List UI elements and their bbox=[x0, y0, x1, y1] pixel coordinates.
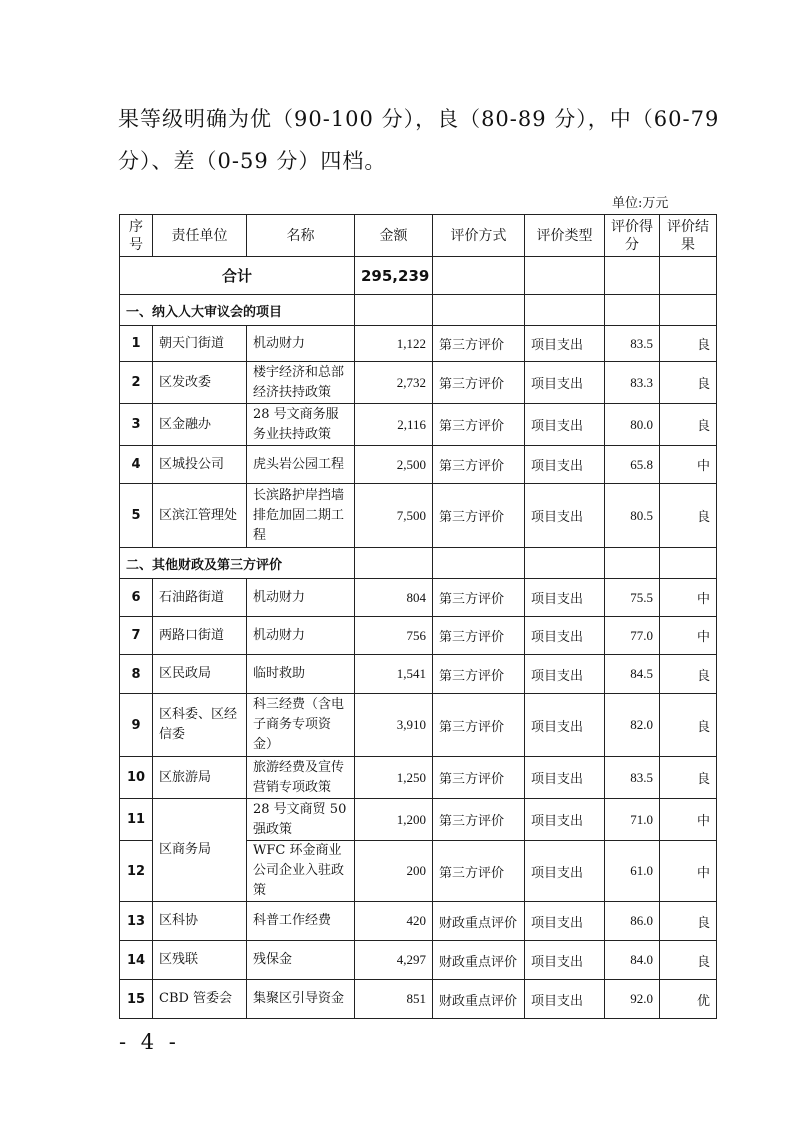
section-row-1 bbox=[120, 295, 717, 326]
row-seq: 11 bbox=[120, 799, 153, 841]
row-seq: 8 bbox=[120, 655, 153, 694]
row-amount: 2,116 bbox=[355, 404, 433, 446]
total-empty-cell bbox=[433, 257, 525, 295]
row-name: 科三经费（含电子商务专项资金） bbox=[247, 694, 355, 757]
row-seq: 14 bbox=[120, 941, 153, 980]
row-score: 75.5 bbox=[605, 579, 660, 617]
row-amount: 851 bbox=[355, 980, 433, 1019]
row-score: 80.0 bbox=[605, 404, 660, 446]
row-result: 良 bbox=[660, 655, 717, 694]
row-method: 财政重点评价 bbox=[433, 980, 525, 1019]
row-score: 71.0 bbox=[605, 799, 660, 841]
table-row bbox=[120, 757, 717, 799]
row-score: 77.0 bbox=[605, 617, 660, 655]
section-empty-cell bbox=[660, 548, 717, 579]
row-result: 中 bbox=[660, 841, 717, 902]
header-score: 评价得分 bbox=[605, 215, 660, 257]
row-result: 中 bbox=[660, 617, 717, 655]
row-result: 中 bbox=[660, 579, 717, 617]
header-type: 评价类型 bbox=[525, 215, 605, 257]
section-empty-cell bbox=[355, 548, 433, 579]
row-seq: 10 bbox=[120, 757, 153, 799]
row-result: 良 bbox=[660, 362, 717, 404]
row-method: 第三方评价 bbox=[433, 841, 525, 902]
header-unit: 责任单位 bbox=[153, 215, 247, 257]
row-unit: 区旅游局 bbox=[153, 757, 247, 799]
row-amount: 2,500 bbox=[355, 446, 433, 484]
section-empty-cell bbox=[433, 295, 525, 326]
evaluation-table bbox=[119, 214, 717, 1019]
table-row bbox=[120, 799, 717, 841]
row-score: 84.5 bbox=[605, 655, 660, 694]
row-seq: 5 bbox=[120, 484, 153, 548]
row-unit: 两路口街道 bbox=[153, 617, 247, 655]
table-row bbox=[120, 617, 717, 655]
row-unit: 朝天门街道 bbox=[153, 326, 247, 362]
total-empty-cell bbox=[525, 257, 605, 295]
table-row bbox=[120, 980, 717, 1019]
header-result: 评价结果 bbox=[660, 215, 717, 257]
row-type: 项目支出 bbox=[525, 757, 605, 799]
row-score: 65.8 bbox=[605, 446, 660, 484]
row-seq: 9 bbox=[120, 694, 153, 757]
row-seq: 7 bbox=[120, 617, 153, 655]
row-method: 财政重点评价 bbox=[433, 941, 525, 980]
row-result: 良 bbox=[660, 902, 717, 941]
row-result: 中 bbox=[660, 799, 717, 841]
row-seq: 2 bbox=[120, 362, 153, 404]
row-name: 机动财力 bbox=[247, 326, 355, 362]
row-unit: CBD 管委会 bbox=[153, 980, 247, 1019]
row-seq: 3 bbox=[120, 404, 153, 446]
row-amount: 756 bbox=[355, 617, 433, 655]
table-row bbox=[120, 484, 717, 548]
row-result: 中 bbox=[660, 446, 717, 484]
row-type: 项目支出 bbox=[525, 326, 605, 362]
row-seq: 1 bbox=[120, 326, 153, 362]
header-seq: 序号 bbox=[120, 215, 153, 257]
row-score: 83.5 bbox=[605, 757, 660, 799]
total-label: 合计 bbox=[120, 257, 355, 295]
table-row bbox=[120, 655, 717, 694]
row-name: 28 号文商贸 50 强政策 bbox=[247, 799, 355, 841]
row-method: 第三方评价 bbox=[433, 757, 525, 799]
unit-note: 单位:万元 bbox=[612, 196, 669, 211]
row-name: WFC 环金商业公司企业入驻政策 bbox=[247, 841, 355, 902]
row-amount: 200 bbox=[355, 841, 433, 902]
row-name: 楼宇经济和总部经济扶持政策 bbox=[247, 362, 355, 404]
row-name: 28 号文商务服务业扶持政策 bbox=[247, 404, 355, 446]
section-empty-cell bbox=[433, 548, 525, 579]
row-name: 机动财力 bbox=[247, 579, 355, 617]
row-unit: 区民政局 bbox=[153, 655, 247, 694]
row-amount: 420 bbox=[355, 902, 433, 941]
row-unit: 区滨江管理处 bbox=[153, 484, 247, 548]
row-amount: 1,541 bbox=[355, 655, 433, 694]
row-result: 良 bbox=[660, 326, 717, 362]
table-row bbox=[120, 902, 717, 941]
row-unit: 区残联 bbox=[153, 941, 247, 980]
row-method: 第三方评价 bbox=[433, 799, 525, 841]
row-method: 第三方评价 bbox=[433, 484, 525, 548]
row-unit: 区科委、区经信委 bbox=[153, 694, 247, 757]
row-seq: 4 bbox=[120, 446, 153, 484]
row-method: 第三方评价 bbox=[433, 617, 525, 655]
paragraph-line-2: 分）、差（0-59 分）四档。 bbox=[118, 149, 387, 173]
row-type: 项目支出 bbox=[525, 980, 605, 1019]
row-type: 项目支出 bbox=[525, 446, 605, 484]
row-name: 虎头岩公园工程 bbox=[247, 446, 355, 484]
row-seq: 13 bbox=[120, 902, 153, 941]
row-method: 第三方评价 bbox=[433, 446, 525, 484]
total-empty-cell bbox=[605, 257, 660, 295]
paragraph-line-1: 果等级明确为优（90-100 分），良（80-89 分），中（60-79 bbox=[118, 107, 720, 131]
row-score: 80.5 bbox=[605, 484, 660, 548]
row-method: 第三方评价 bbox=[433, 694, 525, 757]
row-score: 86.0 bbox=[605, 902, 660, 941]
row-result: 良 bbox=[660, 694, 717, 757]
intro-paragraph bbox=[118, 98, 720, 182]
header-row bbox=[120, 215, 717, 257]
row-type: 项目支出 bbox=[525, 484, 605, 548]
header-name: 名称 bbox=[247, 215, 355, 257]
row-score: 82.0 bbox=[605, 694, 660, 757]
section-empty-cell bbox=[355, 295, 433, 326]
row-method: 第三方评价 bbox=[433, 579, 525, 617]
row-amount: 2,732 bbox=[355, 362, 433, 404]
row-type: 项目支出 bbox=[525, 841, 605, 902]
row-score: 83.5 bbox=[605, 326, 660, 362]
table-row bbox=[120, 941, 717, 980]
row-score: 84.0 bbox=[605, 941, 660, 980]
row-unit: 区商务局 bbox=[153, 799, 247, 902]
table-row bbox=[120, 326, 717, 362]
row-seq: 6 bbox=[120, 579, 153, 617]
row-name: 旅游经费及宣传营销专项政策 bbox=[247, 757, 355, 799]
row-unit: 区城投公司 bbox=[153, 446, 247, 484]
row-method: 第三方评价 bbox=[433, 655, 525, 694]
row-type: 项目支出 bbox=[525, 694, 605, 757]
row-amount: 3,910 bbox=[355, 694, 433, 757]
row-amount: 1,122 bbox=[355, 326, 433, 362]
row-score: 61.0 bbox=[605, 841, 660, 902]
row-score: 92.0 bbox=[605, 980, 660, 1019]
section-heading-1: 一、纳入人大审议会的项目 bbox=[120, 295, 355, 326]
row-name: 机动财力 bbox=[247, 617, 355, 655]
row-type: 项目支出 bbox=[525, 941, 605, 980]
row-score: 83.3 bbox=[605, 362, 660, 404]
row-result: 良 bbox=[660, 404, 717, 446]
total-amount: 295,239 bbox=[355, 257, 433, 295]
row-type: 项目支出 bbox=[525, 579, 605, 617]
section-empty-cell bbox=[605, 295, 660, 326]
section-row-2 bbox=[120, 548, 717, 579]
table-row bbox=[120, 579, 717, 617]
row-method: 第三方评价 bbox=[433, 404, 525, 446]
section-empty-cell bbox=[660, 295, 717, 326]
row-amount: 4,297 bbox=[355, 941, 433, 980]
section-heading-2: 二、其他财政及第三方评价 bbox=[120, 548, 355, 579]
row-type: 项目支出 bbox=[525, 362, 605, 404]
row-result: 良 bbox=[660, 484, 717, 548]
row-name: 科普工作经费 bbox=[247, 902, 355, 941]
table-row bbox=[120, 694, 717, 757]
page-number: - 4 - bbox=[119, 1030, 180, 1054]
row-seq: 15 bbox=[120, 980, 153, 1019]
row-method: 财政重点评价 bbox=[433, 902, 525, 941]
row-amount: 1,200 bbox=[355, 799, 433, 841]
total-empty-cell bbox=[660, 257, 717, 295]
row-type: 项目支出 bbox=[525, 799, 605, 841]
total-row bbox=[120, 257, 717, 295]
row-unit: 石油路街道 bbox=[153, 579, 247, 617]
row-unit: 区发改委 bbox=[153, 362, 247, 404]
row-amount: 1,250 bbox=[355, 757, 433, 799]
row-amount: 804 bbox=[355, 579, 433, 617]
section-empty-cell bbox=[525, 548, 605, 579]
row-unit: 区金融办 bbox=[153, 404, 247, 446]
row-amount: 7,500 bbox=[355, 484, 433, 548]
header-amount: 金额 bbox=[355, 215, 433, 257]
row-type: 项目支出 bbox=[525, 617, 605, 655]
section-empty-cell bbox=[605, 548, 660, 579]
row-seq: 12 bbox=[120, 841, 153, 902]
section-empty-cell bbox=[525, 295, 605, 326]
row-type: 项目支出 bbox=[525, 404, 605, 446]
row-type: 项目支出 bbox=[525, 902, 605, 941]
row-method: 第三方评价 bbox=[433, 362, 525, 404]
header-method: 评价方式 bbox=[433, 215, 525, 257]
row-name: 临时救助 bbox=[247, 655, 355, 694]
row-result: 优 bbox=[660, 980, 717, 1019]
row-name: 残保金 bbox=[247, 941, 355, 980]
row-type: 项目支出 bbox=[525, 655, 605, 694]
table-row bbox=[120, 446, 717, 484]
row-name: 集聚区引导资金 bbox=[247, 980, 355, 1019]
row-result: 良 bbox=[660, 941, 717, 980]
row-unit: 区科协 bbox=[153, 902, 247, 941]
table-row bbox=[120, 362, 717, 404]
row-name: 长滨路护岸挡墙排危加固二期工程 bbox=[247, 484, 355, 548]
table-row bbox=[120, 404, 717, 446]
row-result: 良 bbox=[660, 757, 717, 799]
row-method: 第三方评价 bbox=[433, 326, 525, 362]
